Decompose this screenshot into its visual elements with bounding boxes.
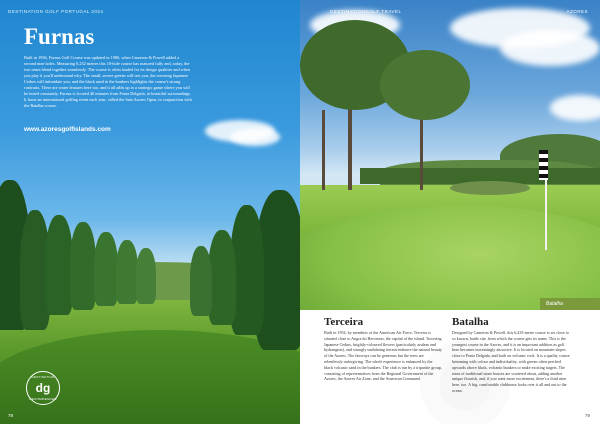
body-text: Built in 1936, Furnas Golf Course was updated in 1986, when Cameron & Powell added a second nine holes. Measuring 6,232 metres this 18-hole course has matured fully and, today, the two nines blend together seamlessly. The course is often lauded for its design qualities and when you play it you'll understand why. The small, severe greens will test you, the towering Japanese Cedars will intimidate you, and the black sand in the bunkers highlights the course's strong contrasts. There are water features here too, and it all adds up to a strategic game where you will be tested constantly. Furnas is located 40 minutes from Ponta Delgada, in beautiful surroundings. It hosts an international golfing event each year, called the Sata Azores Open, in conjunction with the Batalha course.: [24, 55, 192, 108]
cedar-tree: [70, 222, 96, 310]
putting-green: [300, 205, 600, 310]
dg-logo: dg: [35, 381, 51, 395]
cloud: [230, 128, 280, 146]
flag: [539, 150, 548, 180]
page-number: 78: [8, 413, 14, 418]
section-body-batalha: Designed by Cameron & Powell, this 6,435-metre course is set close to so known, battle site, from which the course gets its name. This is the youngest course in the Azores, and it is an important addition as golf here becomes increasingly attractive. It is located on mountain slopes close to Ponta Delgada, and built on volcanic rock. It is a quality course brimming with colour and individuality, with greens often perched upwards above black, volcanic bunkers to make exciting targets. The ruins of traditional stone houses are scattered about, adding another unique flourish, and, if you want more excitement, there's a third nine here, too. A big, comfortable clubhouse looks over it all and out to the ocean.: [452, 330, 570, 393]
cedar-tree: [45, 215, 73, 315]
recommended-badge: [26, 371, 60, 405]
page-header: DESTINATIONGOLF TRAVEL: [330, 9, 402, 14]
section-body-terceira: Built in 1954, by members of the American Air Force, Terceira is situated close to Angra do Heroismo, the capital of the island. Towering Japanese Cedars, brightly-coloured flowers (particularly azaleas and hydrangeas), and strongly undulating terrain embrace the natural beauty of the Azores. The fairways can be generous but the trees are relentlessly unforgiving. The whole experience is enhanced by the black volcanic sand in the bunkers. The club is run by a tripartite group, consisting of representatives from the Regional Government of the Azores, the Azores Air Zone, and the American Command.: [324, 330, 442, 382]
cedar-tree: [116, 240, 138, 304]
website-link[interactable]: www.azoresgolfislands.com: [24, 126, 111, 133]
section-title-terceira: Terceira: [324, 316, 364, 328]
cloud: [550, 95, 600, 121]
cedar-tree: [208, 230, 236, 325]
page-title: Furnas: [24, 24, 95, 49]
page-number: 79: [584, 413, 590, 418]
batalha-photo: [300, 0, 600, 310]
cloud: [500, 30, 600, 66]
section-title-batalha: Batalha: [452, 316, 489, 328]
tree-trunk: [322, 110, 325, 190]
right-page: [300, 0, 600, 424]
cedar-tree: [190, 246, 212, 316]
bunker: [450, 181, 530, 195]
cedar-tree: [94, 232, 118, 306]
photo-caption: Batalha: [540, 298, 600, 310]
badge-bottom-text: RECOMMENDED: [29, 397, 57, 401]
cedar-tree: [136, 248, 156, 304]
section-label: AZORES: [566, 9, 588, 14]
badge-top-text: DESTINATION: [31, 375, 55, 379]
page-header: DESTINATION GOLF PORTUGAL 2024: [8, 9, 104, 14]
tree: [380, 50, 470, 120]
